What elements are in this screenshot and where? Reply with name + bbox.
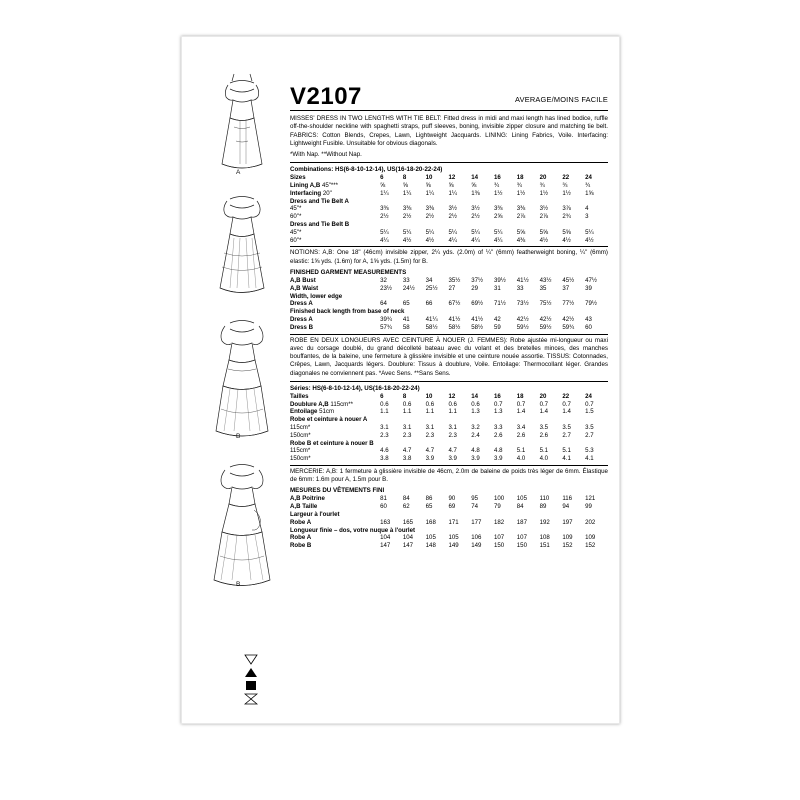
row-width: 60"*	[290, 236, 302, 244]
hourglass-icon	[244, 693, 262, 705]
figure-label-b2: B	[236, 581, 241, 588]
table-row: Dress B 57¾ 58 58½ 58½ 58½ 59 59½ 59½ 59¾ 60	[290, 323, 592, 331]
subsection-longueur-finie: Longueur finie – dos, votre nuque à l'ourlet	[290, 526, 416, 534]
table-row	[290, 308, 608, 316]
english-description: MISSES' DRESS IN TWO LENGTHS WITH TIE BELT: Fitted dress in midi and maxi length has lined bodice, ruffle off-the-shoulder neckline with spaghetti straps, puff sleeves, boning, invisible zipper closure and matching tie belt. FABRICS: Cotton Blends, Crepes, Lawn, Lightweight Jacquards. LINING: Lining Fabrics, Voile. Interfacing: Lightweight Fusible. Unsuitable for obvious diagonals.	[290, 115, 608, 147]
table-row: 45"* 5¼ 5¼ 5¼ 5¼ 5¼ 5¼ 5⅝ 5⅝ 5⅝ 5¼	[290, 228, 594, 236]
row-label: Robe A	[290, 518, 312, 526]
pattern-sheet	[181, 36, 620, 724]
row-label: Robe B	[290, 542, 312, 550]
table-row: A,B Poitrine 81 84 86 90 95 100 105 110 116 121	[290, 495, 596, 503]
row-width: 115cm**	[330, 400, 354, 408]
row-width: 115cm*	[290, 423, 311, 431]
row-label: Robe A	[290, 534, 312, 542]
table-row: 115cm* 3.1 3.1 3.1 3.1 3.2 3.3 3.4 3.5 3.5 3.5	[290, 423, 594, 431]
french-yardage-table	[290, 393, 608, 463]
figure-dress-view-b-back	[194, 453, 290, 599]
figure-label-b1: B	[236, 433, 241, 440]
row-label: Doublure A,B	[290, 400, 329, 408]
row-label: Dress A	[290, 300, 313, 308]
subsection-largeur-ourlet: Largeur à l'ourlet	[290, 511, 340, 519]
french-header-label: Tailles	[290, 392, 309, 400]
row-width: 150cm*	[290, 455, 311, 463]
table-row: Entoilage 51cm 1.1 1.1 1.1 1.1 1.3 1.3 1.4 1.4 1.4 1.5	[290, 408, 594, 416]
table-row: Lining A,B 45"*** ⅝ ⅝ ⅝ ⅝ ⅝ ¾ ¾ ¾ ¾ ¾	[290, 182, 591, 190]
row-width: 115cm*	[290, 447, 311, 455]
table-row: 150cm* 3.8 3.8 3.9 3.9 3.9 3.9 4.0 4.0 4.1 4.1	[290, 455, 594, 463]
combinations-line: Combinations: HS(6-8-10-12-14), US(16-18-20-22-24)	[290, 166, 443, 174]
triangle-down-icon	[244, 654, 262, 665]
col-8: 8	[402, 174, 407, 182]
col-20: 20	[539, 174, 547, 182]
subsection-dress-belt-b: Dress and Tie Belt B	[290, 221, 350, 229]
col-24: 24	[585, 174, 592, 182]
row-label: Lining A,B	[290, 182, 321, 190]
row-label: A,B Bust	[290, 276, 316, 284]
col-12: 12	[448, 174, 456, 182]
table-row: Interfacing 20" 1¼ 1¼ 1¼ 1¼ 1⅜ 1½ 1½ 1½ 1½ 1⅝	[290, 189, 594, 197]
row-width: 51cm	[319, 408, 335, 416]
row-label: A,B Poitrine	[290, 495, 325, 503]
row-width: 150cm*	[290, 431, 311, 439]
subsection-robe-ceinture-b: Robe B et ceinture à nouer B	[290, 439, 374, 447]
figure-dress-view-a-front	[194, 67, 290, 179]
col-6: 6	[380, 174, 384, 182]
row-label: A,B Waist	[290, 284, 319, 292]
divider-3	[290, 246, 608, 247]
nap-note: *With Nap. **Without Nap.	[290, 151, 362, 158]
row-label: A,B Taille	[290, 503, 318, 511]
notions-text: NOTIONS: A,B: One 18" (46cm) invisible zipper, 2¼ yds. (2.0m) of ¼" (6mm) featherweight boning, ¼" (6mm) elastic: 1⅝ yds. (1.6m) for A, 1⅝ yds. (1.5m) for B.	[290, 249, 608, 265]
divider-4	[290, 334, 608, 335]
table-row: A,B Waist 23½ 24½ 25½ 27 29 31 33 35 37 39	[290, 284, 592, 292]
table-row	[290, 511, 608, 519]
table-row: 45"* 3⅜ 3⅜ 3⅜ 3½ 3½ 3⅜ 3⅜ 3½ 3⅞ 4	[290, 205, 589, 213]
table-row: Doublure A,B 115cm** 0.6 0.6 0.6 0.6 0.6 0.7 0.7 0.7 0.7 0.7	[290, 400, 594, 408]
table-header-row: Tailles 6 8 10 12 14 16 18 20 22 24	[290, 392, 592, 400]
table-header-row	[290, 174, 608, 182]
table-row: Robe A 163 165 168 171 177 182 187 192 197 202	[290, 518, 596, 526]
subsection-back-length: Finished back length from base of neck	[290, 308, 405, 316]
table-row: A,B Taille 60 62 65 69 74 79 84 89 94 99	[290, 503, 592, 511]
dress-b-front-illustration	[194, 309, 290, 449]
square-icon	[244, 680, 262, 691]
divider	[290, 110, 608, 111]
dress-a-front-illustration	[194, 67, 290, 179]
illustration-column	[194, 67, 290, 603]
yardage-table	[290, 174, 608, 244]
table-row: 115cm* 4.6 4.7 4.7 4.7 4.8 4.8 5.1 5.1 5.1 5.3	[290, 447, 594, 455]
row-width: 45"*	[290, 228, 302, 236]
finished-garment-title: FINISHED GARMENT MEASUREMENTS	[290, 268, 407, 276]
divider-2	[290, 162, 608, 163]
french-measures-table	[290, 495, 608, 550]
table-row: A,B Bust 32 33 34 35½ 37½ 39½ 41½ 43½ 45½ 47½	[290, 276, 598, 284]
table-row: Dress A 39¾ 41 41¼ 41½ 41½ 42 42½ 42½ 42½ 43	[290, 315, 592, 323]
figure-dress-view-a-back	[194, 183, 290, 305]
row-label: Dress B	[290, 323, 314, 331]
row-width: 45"***	[321, 182, 339, 190]
col-18: 18	[516, 174, 524, 182]
mesures-title: MESURES DU VÊTEMENTS FINI	[290, 487, 385, 495]
table-row: Dress A 64 65 66 67½ 69½ 71½ 73½ 75½ 77½ 79½	[290, 300, 598, 308]
table-row	[290, 198, 608, 206]
col-10: 10	[425, 174, 433, 182]
row-width: 20"	[322, 189, 332, 197]
yardage-header-label: Sizes	[290, 174, 306, 182]
table-row: 150cm* 2.3 2.3 2.3 2.3 2.4 2.6 2.6 2.6 2.7 2.7	[290, 431, 594, 439]
dress-b-back-illustration	[194, 453, 290, 599]
divider-5	[290, 381, 608, 382]
divider-6	[290, 465, 608, 466]
triangle-up-icon	[244, 667, 262, 678]
row-label: Interfacing	[290, 189, 322, 197]
french-series-line: Séries: HS(6-8-10-12-14), US(16-18-20-22-24)	[290, 384, 420, 392]
symbol-marks	[244, 654, 262, 707]
pattern-code: V2107	[290, 83, 362, 110]
french-description: ROBE EN DEUX LONGUEURS AVEC CEINTURE À NOUER (J. FEMMES): Robe ajustée mi-longueur ou maxi avec du corsage doublé, du grand décolleté bateau avec du volant et des bretelles minces, des manches bouffantes, de la baleine, une fermeture à glissière invisible et une ceinture nouée assortie. TISSUS: Cotonnades, Crêpes, Lawn, Jacquards légers. Doublure: Tissus à doublure, Voile. Entoilage: Thermocollant léger. Grandes diagonales ne conviennent pas. *Avec Sens. **Sans Sens.	[290, 336, 608, 377]
subsection-width-lower-edge: Width, lower edge	[290, 292, 343, 300]
finished-garment-table	[290, 277, 608, 332]
table-row	[290, 293, 608, 301]
row-label: Dress A	[290, 315, 313, 323]
row-width: 45"*	[290, 205, 302, 213]
table-row: 60"* 2½ 2½ 2½ 2½ 2½ 2⅝ 2⅞ 2⅞ 2¾ 3	[290, 213, 589, 221]
col-14: 14	[471, 174, 479, 182]
table-row	[290, 440, 608, 448]
col-22: 22	[562, 174, 570, 182]
table-row	[290, 527, 608, 535]
subsection-dress-belt-a: Dress and Tie Belt A	[290, 197, 349, 205]
table-row: Robe A 104 104 105 105 106 107 107 108 109 109	[290, 534, 596, 542]
mercerie-text: MERCERIE: A,B: 1 fermeture à glissière invisible de 46cm, 2.0m de baleine de poids très léger de 6mm. Élastique de 6mm: 1.6m pour A, 1.5m pour B.	[290, 467, 608, 484]
difficulty-label: AVERAGE/MOINS FACILE	[515, 95, 608, 104]
table-row: 60"* 4¼ 4½ 4½ 4¼ 4¼ 4¼ 4⅜ 4½ 4½ 4½	[290, 236, 594, 244]
text-column	[290, 85, 608, 550]
table-row	[290, 221, 608, 229]
col-16: 16	[494, 174, 501, 182]
subsection-robe-ceinture-a: Robe et ceinture à nouer A	[290, 416, 368, 424]
table-row: Robe B 147 147 148 149 149 150 150 151 152 152	[290, 542, 596, 550]
table-row	[290, 416, 608, 424]
row-label: Entoilage	[290, 408, 318, 416]
dress-a-back-illustration	[194, 183, 290, 305]
figure-dress-view-b-front	[194, 309, 290, 449]
row-width: 60"*	[290, 213, 302, 221]
figure-label-a: A	[236, 169, 241, 176]
